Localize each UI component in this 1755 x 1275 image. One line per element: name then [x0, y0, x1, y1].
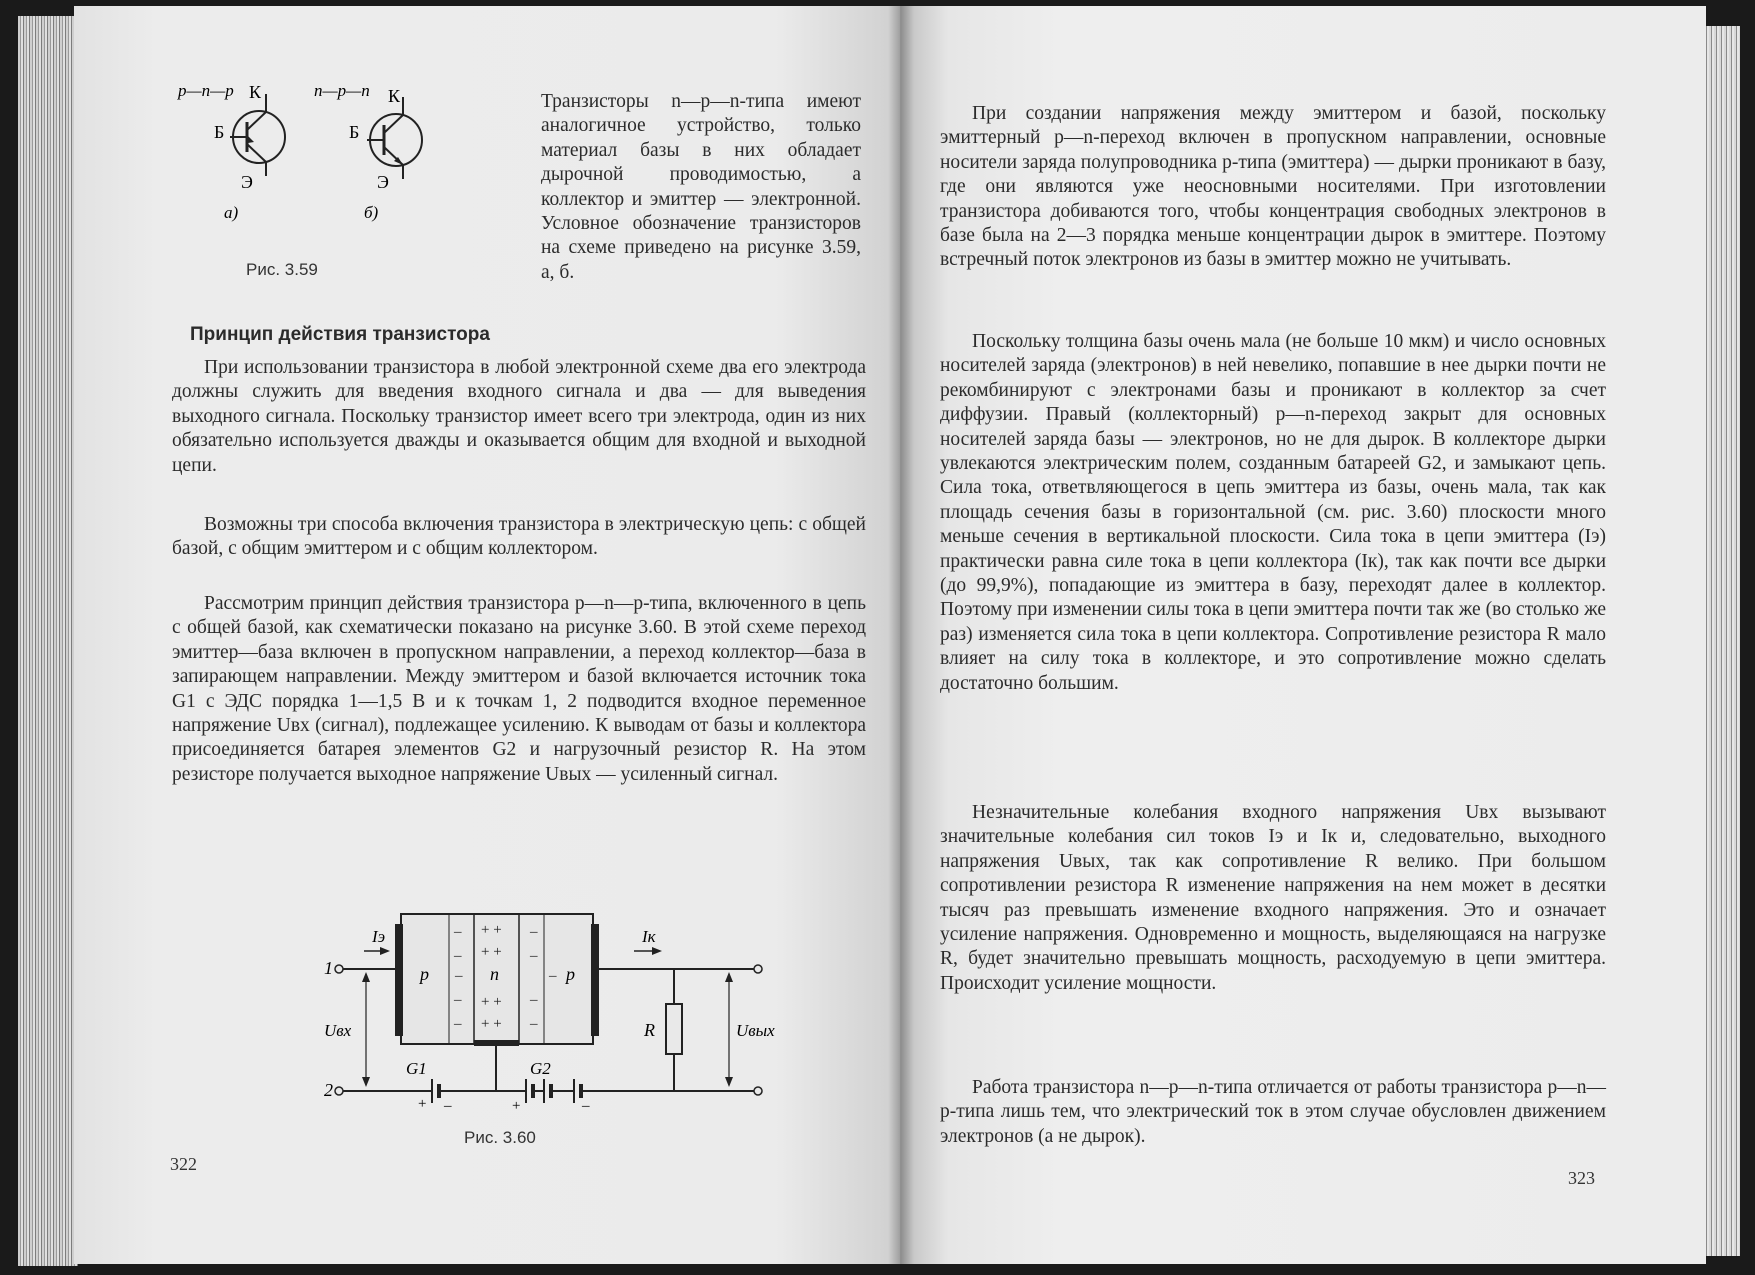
left-paragraph-2: Возможны три способа включения транзистора в электрическую цепь: с общей базой, с общим эмиттером и с общим коллектором.: [172, 514, 866, 560]
fig359-b-b: Б: [349, 122, 360, 142]
page-edges-left: [18, 16, 78, 1266]
left-page: [74, 6, 900, 1264]
fig360-g1: G1: [406, 1059, 427, 1078]
fig360-uout: Uвых: [736, 1021, 775, 1040]
right-paragraph-1: При создании напряжения между эмиттером и базой, поскольку эмиттерный p—n-переход включен в пропускном направлении, основные носители заряда полупроводника p-типа (эмиттера) — дырки проникают в базу, где они являются уже неосновными носителями. При изготовлении транзистора добиваются того, чтобы концентрация свободных электронов в базе была на 2—3 порядка меньше концентрации дырок в эмиттере. Поэтому встречный поток электронов из базы в эмиттер можно не учитывать.: [940, 103, 1606, 271]
fig359-sub-a: а): [224, 203, 239, 222]
right-paragraph-4: Работа транзистора n—p—n-типа отличается от работы транзистора p—n—p-типа лишь тем, что электрический ток в этом случае обусловлен движением электронов (а не дырок).: [940, 1077, 1606, 1147]
svg-text:–: –: [530, 924, 538, 940]
fig360-ie: Iэ: [372, 927, 386, 946]
svg-text:–: –: [549, 968, 557, 984]
book-gutter: [888, 6, 914, 1264]
svg-text:+ +: + +: [481, 922, 502, 938]
svg-text:+ +: + +: [481, 944, 502, 960]
svg-text:–: –: [530, 992, 538, 1008]
fig360-ik: Iк: [642, 927, 656, 946]
figure-3-59: [174, 72, 534, 222]
svg-text:+ +: + +: [481, 994, 502, 1010]
fig360-g2: G2: [530, 1059, 551, 1078]
section-heading: Принцип действия транзистора: [190, 324, 490, 345]
fig359-k-b: К: [388, 86, 401, 106]
right-paragraph-3: Незначительные колебания входного напряжения Uвх вызывают значительные колебания сил токов Iэ и Iк и, следовательно, выходного напряжения Uвых, так как сопротивление R велико. При большом сопротивлении резистора R изменение напряжения на нем может в десятки тысяч раз превышать изменение входного напряжения. Это и означает усиление напряжения. Одновременно и мощность, выделяющаяся на нагрузке R, будет значительно превышать мощность, расходуемую в цепи эмиттера. Происходит усиление мощности.: [940, 802, 1606, 994]
open-book: [18, 6, 1740, 1268]
fig360-terminal-2: 2: [324, 1080, 333, 1100]
page-edges-right: [1704, 26, 1740, 1256]
fig359-k-a: К: [249, 82, 262, 102]
fig359-type-a: p—n—p: [178, 81, 234, 100]
left-paragraph-3: Рассмотрим принцип действия транзистора p—n—p-типа, включенного в цепь с общей базой, как схематически показано на рисунке 3.60. В этой схеме переход эмиттер—база включен в пропускном направлении, а переход коллектор—база в запирающем направлении. Между эмиттером и базой включается источник тока G1 с ЭДС порядка 1—1,5 В и к точкам 1, 2 подводится входное переменное напряжение Uвх (сигнал), подлежащее усилению. К выводам от базы и коллектора присоединяется батарея элементов G2 и нагрузочный резистор R. На этом резисторе получается выходное напряжение Uвых — усиленный сигнал.: [172, 593, 866, 785]
page-number-left: 322: [170, 1154, 197, 1174]
fig359-type-b: n—p—n: [314, 81, 370, 100]
figure-3-60: [274, 896, 794, 1146]
svg-text:–: –: [455, 968, 463, 984]
fig360-g2-minus: –: [582, 1098, 590, 1114]
fig359-sub-b: б): [364, 203, 379, 222]
fig360-uin: Uвх: [324, 1021, 352, 1040]
svg-text:–: –: [454, 1016, 462, 1032]
fig360-g2-plus: +: [512, 1098, 521, 1114]
fig360-n: n: [490, 964, 499, 984]
fig359-caption: Рис. 3.59: [246, 260, 318, 279]
svg-text:–: –: [530, 948, 538, 964]
right-paragraph-2: Поскольку толщина базы очень мала (не больше 10 мкм) и число основных носителей заряда (электронов) в ней невелико, попавшие в нее дырки почти не рекомбинируют с электронами базы и проникают в коллектор за счет диффузии. Правый (коллекторный) p—n-переход закрыт для основных носителей заряда базы — электронов, но не для дырок. В коллекторе дырки увлекаются электрическим полем, созданным батареей G2, и замыкают цепь. Сила тока, ответвляющегося в цепь эмиттера из базы, очень мала, так как площадь сечения базы в горизонтальной (см. рис. 3.60) плоскости много меньше сечения в вертикальной плоскости. Сила тока в цепи эмиттера (Iэ) практически равна силе тока в цепи коллектора (Iк), так как почти все дырки (до 99,9%), попадающие из эмиттера в базу, переходят далее в коллектор. Поэтому при изменении силы тока в цепи эмиттера почти так же (во столько же раз) изменяется сила тока в цепи коллектора. Сопротивление резистора R мало влияет на силу тока в коллекторе, и это сопротивление можно сделать достаточно большим.: [940, 331, 1606, 694]
svg-text:–: –: [454, 992, 462, 1008]
fig360-g1-minus: –: [444, 1098, 452, 1114]
svg-text:–: –: [530, 1016, 538, 1032]
fig360-terminal-1: 1: [324, 958, 333, 978]
svg-text:+ +: + +: [481, 1016, 502, 1032]
fig360-p-left: p: [420, 964, 429, 984]
fig359-e-b: Э: [377, 172, 389, 192]
intro-paragraph: Транзисторы n—p—n-типа имеют аналогичное устройство, только материал базы в них обладает дырочной проводимостью, а коллектор и эмиттер — электронной. Условное обозначение транзисторов на схеме приведено на рисунке 3.59, а, б.: [541, 91, 861, 283]
page-number-right: 323: [1568, 1168, 1595, 1188]
right-page: [900, 6, 1706, 1264]
fig359-b-a: Б: [214, 122, 225, 142]
svg-text:–: –: [454, 948, 462, 964]
fig360-caption: Рис. 3.60: [464, 1128, 536, 1147]
left-paragraph-1: При использовании транзистора в любой электронной схеме два его электрода должны служить для введения входного сигнала и два — для выведения выходного сигнала. Поскольку транзистор имеет всего три электрода, один из них обязательно используется дважды и оказывается общим для входной и выходной цепи.: [172, 357, 866, 476]
fig360-r: R: [644, 1020, 655, 1040]
svg-text:–: –: [454, 924, 462, 940]
fig359-e-a: Э: [241, 172, 253, 192]
fig360-p-right: p: [566, 964, 575, 984]
fig360-g1-plus: +: [418, 1096, 427, 1112]
